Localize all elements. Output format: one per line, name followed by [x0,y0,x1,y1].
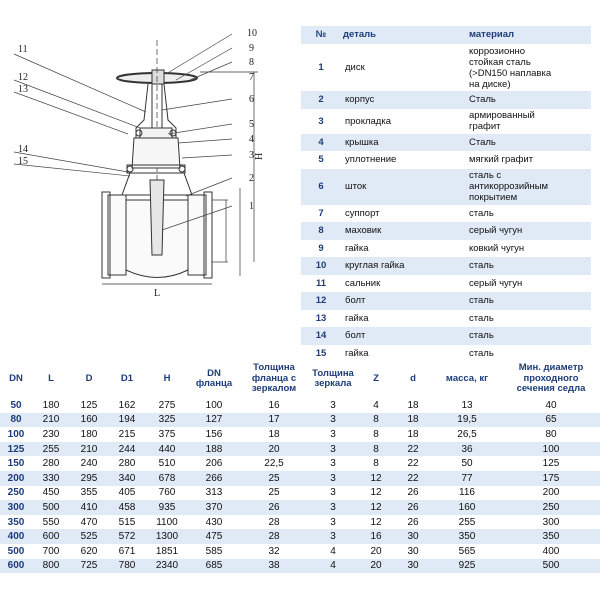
dimensions-header-line: зеркалом [251,383,297,395]
dimensions-cell: 18 [394,413,432,428]
part-material [467,222,591,240]
dimensions-cell: 255 [32,442,70,457]
dimensions-cell: 28 [268,516,280,528]
dimensions-cell: 3 [308,413,358,428]
part-material-line: ковкий чугун [469,242,525,254]
parts-row [301,327,591,345]
dimensions-cell: 325 [146,413,188,428]
dimensions-cell: 355 [80,487,98,499]
dimensions-row [0,471,600,486]
dimensions-cell: 450 [42,487,60,499]
dimensions-header-line: DN [207,367,221,379]
part-name: круглая гайка [341,257,467,275]
dimensions-table [0,360,600,573]
part-material [467,240,591,258]
part-number: 8 [301,222,341,240]
dimensions-cell: 22 [394,442,432,457]
part-material-line: покрытием [469,192,518,203]
dimensions-cell: 280 [118,458,136,470]
dimensions-row [0,413,600,428]
dimensions-cell: 1100 [156,516,178,528]
part-name: маховик [341,222,467,240]
callout-11: 11 [18,44,28,55]
dimensions-cell: 26 [407,516,419,528]
part-material [467,292,591,310]
dimensions-cell: 26,5 [457,428,477,440]
dimensions-dn-cell: 400 [0,529,32,544]
part-material-line: стойкая сталь [469,56,531,68]
dimensions-dn-cell: 50 [10,399,22,411]
part-material [467,91,591,109]
part-material [467,257,591,275]
dimensions-cell: 26 [394,500,432,515]
part-material [467,327,591,345]
part-material-line: мягкий графит [469,154,534,166]
parts-row [301,169,591,205]
dimensions-cell: 12 [358,500,394,515]
dimensions-header-line: сечения седла [516,383,586,395]
dimensions-cell: 800 [32,559,70,574]
dimensions-cell: 20 [370,545,382,557]
dimensions-header-cell [146,360,188,398]
part-material [467,134,591,152]
part-name: гайка [345,312,369,324]
dimensions-cell: 3 [330,399,336,411]
dimensions-cell: 200 [542,487,560,499]
parts-row [301,91,591,109]
dimensions-dn-cell: 300 [0,500,32,515]
parts-row [301,151,591,169]
part-material-line: серый чугун [469,225,523,237]
parts-header-material: материал [467,26,591,44]
part-material [467,169,591,205]
dimensions-cell: 405 [118,487,136,499]
callout-13: 13 [18,84,28,95]
dimensions-cell: 572 [108,529,146,544]
dimensions-cell: 188 [188,442,240,457]
dimensions-cell: 620 [80,545,98,557]
dimensions-cell: 671 [118,545,136,557]
parts-row [301,134,591,152]
part-name: болт [341,292,467,310]
callout-8: 8 [249,57,254,68]
dimensions-header-line: Толщина [312,367,354,379]
dimensions-cell: 22,5 [264,458,284,470]
dimensions-cell: 28 [240,529,308,544]
dimensions-cell: 160 [432,500,502,515]
part-name: болт [341,327,467,345]
parts-table [301,26,591,362]
dimensions-cell: 430 [205,516,223,528]
dimensions-cell: 194 [108,413,146,428]
dimensions-dn-cell: 150 [7,458,25,470]
dimensions-dn-cell: 80 [0,413,32,428]
callout-14: 14 [18,144,28,155]
dimensions-header-row [0,360,600,398]
part-number: 7 [318,207,324,219]
dimensions-cell: 780 [108,559,146,574]
dimensions-cell: 3 [308,471,358,486]
part-name: прокладка [345,115,391,127]
part-material-line: Сталь [469,94,496,106]
dimensions-cell: 20 [358,559,394,574]
dimensions-cell: 12 [370,516,382,528]
parts-row [301,44,591,91]
part-number: 5 [318,154,324,166]
dimensions-cell: 515 [118,516,136,528]
dimensions-cell: 17 [240,413,308,428]
dimensions-cell: 925 [432,559,502,574]
parts-header-num: № [301,26,341,44]
part-material-line: сталь с [469,170,502,181]
dimensions-header-line: d [410,372,416,384]
dimensions-cell: 458 [108,500,146,515]
dimensions-cell: 3 [308,500,358,515]
part-material-line: антикоррозийным [469,181,549,192]
dimensions-cell: 760 [158,487,176,499]
part-name: гайка [345,347,369,359]
dimensions-cell: 160 [70,413,108,428]
dimensions-cell: 600 [32,529,70,544]
dimensions-cell: 295 [70,471,108,486]
dimensions-cell: 244 [108,442,146,457]
dimensions-cell: 700 [42,545,60,557]
dimensions-cell: 18 [407,428,419,440]
dimensions-row [0,427,600,442]
dimensions-dn-cell: 350 [7,516,25,528]
part-material-line: сталь [469,330,494,342]
dimensions-row [0,442,600,457]
dimensions-row [0,398,600,413]
parts-row [301,109,591,134]
dimensions-cell: 935 [146,500,188,515]
part-material-line: сталь [469,207,494,219]
dimensions-cell: 350 [502,529,600,544]
part-material [467,205,591,223]
dimensions-header-cell [70,360,108,398]
dimensions-cell: 440 [146,442,188,457]
dimensions-cell: 30 [394,559,432,574]
part-name: крышка [341,134,467,152]
dimensions-cell: 350 [432,529,502,544]
dimensions-cell: 4 [330,545,336,557]
dimensions-header-cell [188,360,240,398]
part-material [467,310,591,328]
dimensions-cell: 370 [188,500,240,515]
dimensions-cell: 32 [268,545,280,557]
callout-10: 10 [247,28,257,39]
dimensions-cell: 565 [458,545,476,557]
dimensions-cell: 3 [308,529,358,544]
dimensions-cell: 20 [240,442,308,457]
part-number: 15 [315,347,327,359]
parts-row [301,310,591,328]
part-material [467,275,591,293]
dimensions-cell: 30 [394,529,432,544]
parts-row [301,292,591,310]
dimensions-row [0,456,600,471]
part-name: сальник [345,277,381,289]
callout-2: 2 [249,173,254,184]
callout-5: 5 [249,119,254,130]
part-name: диск [345,62,365,73]
dimensions-cell: 3 [330,458,336,470]
dimensions-header-line: H [163,372,171,384]
dimensions-cell: 25 [240,471,308,486]
parts-header-row [301,26,591,44]
dimensions-cell: 100 [502,442,600,457]
dimensions-cell: 510 [158,458,176,470]
dimensions-header-line: масса, кг [445,372,489,384]
part-material-line: сталь [469,312,494,324]
dimensions-cell: 22 [394,471,432,486]
dimensions-cell: 162 [118,399,136,411]
part-material-line: армированный [469,110,535,121]
part-material-line: на диске) [469,78,511,90]
dimensions-cell: 180 [80,428,98,440]
dimensions-cell: 230 [42,428,60,440]
callout-1: 1 [249,201,254,212]
dimensions-header-line: Толщина [253,362,295,374]
dimensions-header-cell [308,360,358,398]
dimensions-cell: 175 [502,471,600,486]
dimensions-cell: 180 [42,399,60,411]
part-material [467,44,591,91]
dimensions-header-cell [394,360,432,398]
dimensions-cell: 8 [358,413,394,428]
dimensions-cell: 38 [240,559,308,574]
dimensions-cell: 22 [407,458,419,470]
dimensions-cell: 210 [32,413,70,428]
dimensions-cell: 300 [542,516,560,528]
dimensions-cell: 280 [42,458,60,470]
part-material-line: сталь [469,260,494,272]
dimensions-cell: 410 [70,500,108,515]
callout-3: 3 [249,150,254,161]
part-number: 2 [301,91,341,109]
dimensions-cell: 18 [407,399,419,411]
dimensions-header-line: зеркала [314,378,352,389]
dimensions-header-cell [502,360,600,398]
dimensions-cell: 8 [358,442,394,457]
callout-12: 12 [18,72,28,83]
dimensions-header-cell [32,360,70,398]
dimensions-cell: 585 [205,545,223,557]
dimensions-cell: 3 [330,487,336,499]
dimensions-header-line: фланца с [251,372,297,384]
parts-row [301,275,591,293]
dimensions-cell: 125 [80,399,98,411]
dimensions-cell: 470 [80,516,98,528]
part-name: шток [341,169,467,205]
dimensions-cell: 125 [542,458,560,470]
dimensions-cell: 210 [70,442,108,457]
dimensions-cell: 2340 [146,559,188,574]
dimensions-cell: 725 [70,559,108,574]
dimensions-cell: 340 [108,471,146,486]
part-number: 13 [315,312,327,324]
dimensions-cell: 1851 [155,545,179,557]
dimensions-header-line: проходного [523,372,579,384]
dimensions-header-cell [432,360,502,398]
parts-row [301,240,591,258]
part-number: 3 [318,115,324,127]
part-number: 12 [301,292,341,310]
dimensions-cell: 275 [158,399,176,411]
part-material-line: графит [469,121,501,132]
dimensions-header-line: L [48,372,54,384]
part-name: гайка [345,242,369,254]
dimensions-cell: 375 [158,428,176,440]
dimensions-cell: 3 [330,428,336,440]
dimensions-dn-cell: 250 [7,487,25,499]
dimensions-cell: 475 [188,529,240,544]
part-material-line: (>DN150 наплавка [469,67,552,79]
dimensions-cell: 116 [459,487,475,499]
dimensions-cell: 26 [240,500,308,515]
dimensions-cell: 206 [205,458,223,470]
dimensions-dn-cell: 500 [7,545,25,557]
callout-7: 7 [249,72,254,83]
dimensions-cell: 65 [502,413,600,428]
dimensions-dn-cell: 125 [0,442,32,457]
part-material-line: коррозионно [469,45,526,57]
dimensions-cell: 500 [32,500,70,515]
dimensions-row [0,515,600,530]
dimensions-header-line: Z [373,372,379,384]
dimensions-row [0,500,600,515]
dimensions-row [0,544,600,559]
dimensions-header-line: D1 [120,372,134,384]
dimensions-cell: 36 [432,442,502,457]
callout-4: 4 [249,134,254,145]
callout-15: 15 [18,156,28,167]
dimensions-header-line: D [85,372,93,384]
dimensions-cell: 50 [461,458,473,470]
parts-header-part: деталь [341,26,467,44]
dimensions-row [0,486,600,501]
dimensions-cell: 12 [358,471,394,486]
parts-row [301,205,591,223]
dimensions-cell: 550 [42,516,60,528]
dimensions-cell: 3 [308,442,358,457]
dimensions-cell: 4 [308,559,358,574]
dim-label-h: H [254,152,265,160]
part-material-line: Сталь [469,136,496,148]
part-name: уплотнение [345,154,397,166]
part-number: 14 [301,327,341,345]
dimensions-header-line: фланца [195,378,233,389]
parts-row [301,222,591,240]
dimensions-cell: 19,5 [432,413,502,428]
dimensions-cell: 250 [502,500,600,515]
dimensions-header-line: DN [9,372,23,384]
dimensions-header-cell [108,360,146,398]
dimensions-cell: 1300 [146,529,188,544]
dimensions-row [0,529,600,544]
dimensions-cell: 16 [358,529,394,544]
dimensions-cell: 240 [80,458,98,470]
dimensions-cell: 3 [330,516,336,528]
part-number: 11 [315,277,327,289]
dimensions-header-cell [358,360,394,398]
dimensions-cell: 330 [32,471,70,486]
dimensions-cell: 678 [146,471,188,486]
dimensions-cell: 18 [268,428,280,440]
dimensions-cell: 30 [407,545,419,557]
part-number: 10 [301,257,341,275]
part-material [467,151,591,169]
dimensions-cell: 25 [268,487,280,499]
dimensions-cell: 400 [542,545,560,557]
dimensions-dn-cell: 600 [0,559,32,574]
dimensions-cell: 13 [461,399,473,411]
part-material-line: сталь [469,295,494,307]
dimensions-cell: 100 [205,399,223,411]
dimensions-cell: 255 [458,516,476,528]
part-material-line: сталь [469,347,494,359]
part-number: 1 [318,62,324,73]
dimensions-cell: 685 [188,559,240,574]
dimensions-cell: 16 [268,399,280,411]
dim-label-l: L [154,288,161,299]
dimensions-cell: 8 [373,458,379,470]
dimensions-cell: 500 [502,559,600,574]
dimensions-dn-cell: 100 [7,428,25,440]
dimensions-cell: 4 [373,399,379,411]
gate-valve-drawing [0,0,300,300]
part-number: 9 [318,242,324,254]
part-name: корпус [341,91,467,109]
dimensions-cell: 215 [118,428,136,440]
callout-9: 9 [249,43,254,54]
part-name: суппорт [345,207,380,219]
dimensions-cell: 26 [407,487,419,499]
dimensions-cell: 156 [205,428,223,440]
parts-row [301,257,591,275]
dimensions-header-line: Мин. диаметр [518,362,584,374]
dimensions-cell: 127 [188,413,240,428]
dimensions-cell: 77 [432,471,502,486]
dimensions-header-cell [240,360,308,398]
part-material-line: серый чугун [469,277,523,289]
part-material [467,109,591,134]
dimensions-dn-cell: 200 [0,471,32,486]
part-number: 4 [301,134,341,152]
dimensions-row [0,559,600,574]
dimensions-cell: 8 [373,428,379,440]
dimensions-cell: 525 [70,529,108,544]
dimensions-cell: 40 [545,399,557,411]
dimensions-header-cell [0,360,32,398]
dimensions-cell: 80 [545,428,557,440]
callout-6: 6 [249,94,254,105]
dimensions-cell: 313 [205,487,223,499]
dimensions-cell: 12 [370,487,382,499]
dimensions-cell: 266 [188,471,240,486]
part-number: 6 [301,169,341,205]
